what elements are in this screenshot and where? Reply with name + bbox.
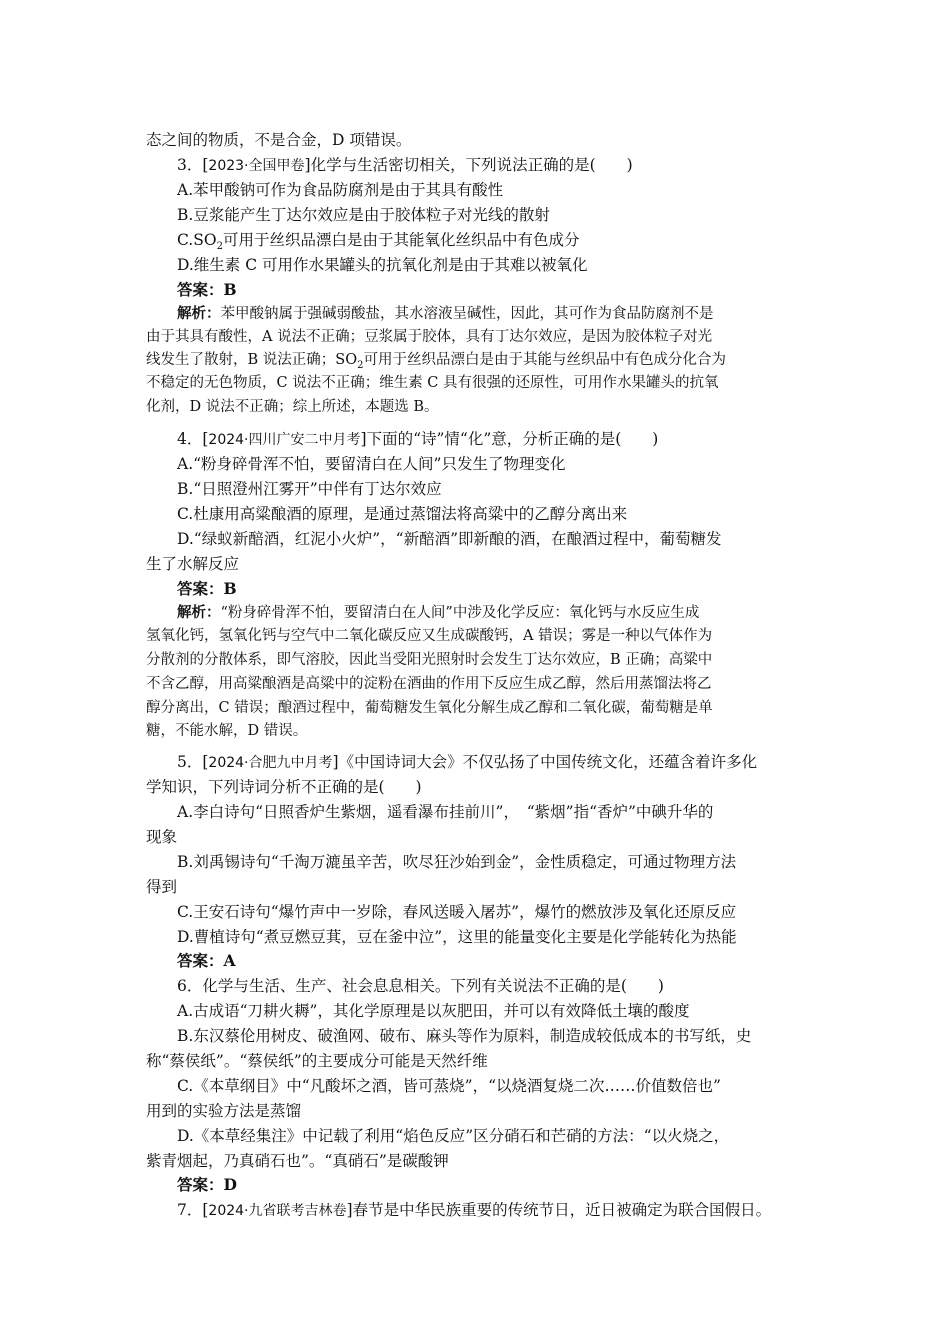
option-d: D.《本草经集注》中记载了利用“焰色反应”区分硝石和芒硝的方法：“以火烧之， (177, 1127, 730, 1145)
option-a: A.“粉身碎骨浑不怕，要留清白在人间”只发生了物理变化 (177, 455, 566, 473)
option-d-cont: 紫青烟起，乃真硝石也”。“真硝石”是碳酸钾 (146, 1152, 449, 1170)
question-3-stem: 3．[2023·全国甲卷]化学与生活密切相关，下列说法正确的是( ) (177, 156, 633, 174)
answer: 答案：B (177, 579, 237, 598)
explanation-line: 氢氧化钙，氢氧化钙与空气中二氧化碳反应又生成碳酸钙，A 错误；雾是一种以气体作为 (146, 628, 713, 644)
option-a: A.李白诗句“日照香炉生紫烟，遥看瀑布挂前川”， “紫烟”指“香炉”中碘升华的 (177, 803, 714, 821)
answer: 答案：A (177, 951, 236, 970)
explanation-line: 不稳定的无色物质，C 说法不正确；维生素 C 具有很强的还原性，可用作水果罐头的抗氧 (146, 375, 719, 391)
explanation-line: 线发生了散射，B 说法正确；$SO_2$可用于丝织品漂白是由于其能与丝织品中有色成分化合为 (146, 352, 726, 371)
option-b: B.刘禹锡诗句“千淘万漉虽辛苦，吹尽狂沙始到金”，金性质稳定，可通过物理方法 (177, 853, 737, 871)
explanation: 解析：苯甲酸钠属于强碱弱酸盐，其水溶液呈碱性，因此，其可作为食品防腐剂不是 (177, 305, 714, 322)
source-tag: 2024·四川广安二中月考 (208, 432, 361, 448)
question-5-stem: 5．[2024·合肥九中月考]《中国诗词大会》不仅弘扬了中国传统文化，还蕴含着许多化 (177, 753, 758, 771)
option-a-cont: 现象 (146, 828, 178, 846)
option-b-cont: 得到 (146, 878, 178, 896)
text-line: 态之间的物质，不是合金，D 项错误。 (146, 131, 412, 149)
option-b-cont: 称“蔡侯纸”。“蔡侯纸”的主要成分可能是天然纤维 (146, 1052, 488, 1070)
option-c: C.《本草纲目》中“凡酸坏之酒，皆可蒸烧”，“以烧酒复烧二次……价值数倍也” (177, 1077, 721, 1095)
question-5-stem-cont: 学知识，下列诗词分析不正确的是( ) (146, 778, 422, 796)
question-4-stem: 4．[2024·四川广安二中月考]下面的“诗”情“化”意，分析正确的是( ) (177, 430, 659, 448)
explanation-line: 分散剂的分散体系，即气溶胶，因此当受阳光照射时会发生丁达尔效应，B 正确；高粱中 (146, 652, 713, 668)
source-tag: 2024·九省联考吉林卷 (208, 1203, 347, 1219)
source-tag: 2024·合肥九中月考 (208, 755, 333, 771)
option-b: B.东汉蔡伦用树皮、破渔网、破布、麻头等作为原料，制造成较低成本的书写纸，史 (177, 1027, 752, 1045)
explanation-line: 醇分离出，C 错误；酿酒过程中，葡萄糖发生氧化分解生成乙醇和二氧化碳，葡萄糖是单 (146, 700, 713, 716)
option-c: C.杜康用高粱酿酒的原理，是通过蒸馏法将高粱中的乙醇分离出来 (177, 505, 628, 523)
explanation-line: 糖，不能水解，D 错误。 (146, 723, 308, 739)
question-7-stem: 7．[2024·九省联考吉林卷]春节是中华民族重要的传统节日，近日被确定为联合国假日。 (177, 1201, 772, 1219)
source-tag: 2023·全国甲卷 (208, 158, 305, 174)
explanation-line: 由于其具有酸性，A 说法不正确；豆浆属于胶体，具有丁达尔效应，是因为胶体粒子对光 (146, 329, 713, 345)
option-c: $C.SO_2$可用于丝织品漂白是由于其能氧化丝织品中有色成分 (177, 231, 580, 253)
option-c-cont: 用到的实验方法是蒸馏 (146, 1102, 302, 1120)
option-d: D.维生素 C 可用作水果罐头的抗氧化剂是由于其难以被氧化 (177, 256, 588, 274)
option-c: C.王安石诗句“爆竹声中一岁除，春风送暖入屠苏”，爆竹的燃放涉及氧化还原反应 (177, 903, 737, 921)
answer: 答案：B (177, 280, 237, 299)
explanation-line: 化剂，D 说法不正确；综上所述，本题选 B。 (146, 399, 439, 415)
option-a: A.苯甲酸钠可作为食品防腐剂是由于其具有酸性 (177, 181, 504, 199)
answer: 答案：D (177, 1175, 237, 1194)
option-d: D.曹植诗句“煮豆燃豆萁，豆在釜中泣”，这里的能量变化主要是化学能转化为热能 (177, 928, 737, 946)
option-d: D.“绿蚁新醅酒，红泥小火炉”，“新醅酒”即新酿的酒，在酿酒过程中，葡萄糖发 (177, 530, 722, 548)
explanation: 解析：“粉身碎骨浑不怕，要留清白在人间”中涉及化学反应：氧化钙与水反应生成 (177, 604, 700, 621)
explanation-line: 不含乙醇，用高粱酿酒是高粱中的淀粉在酒曲的作用下反应生成乙醇，然后用蒸馏法将乙 (146, 676, 712, 692)
option-b: B.豆浆能产生丁达尔效应是由于胶体粒子对光线的散射 (177, 206, 550, 224)
option-a: A.古成语“刀耕火耨”，其化学原理是以灰肥田，并可以有效降低土壤的酸度 (177, 1002, 690, 1020)
option-d-cont: 生了水解反应 (146, 555, 240, 573)
option-b: B.“日照澄州江雾开”中伴有丁达尔效应 (177, 480, 442, 498)
question-6-stem: 6．化学与生活、生产、社会息息相关。下列有关说法不正确的是( ) (177, 977, 664, 995)
